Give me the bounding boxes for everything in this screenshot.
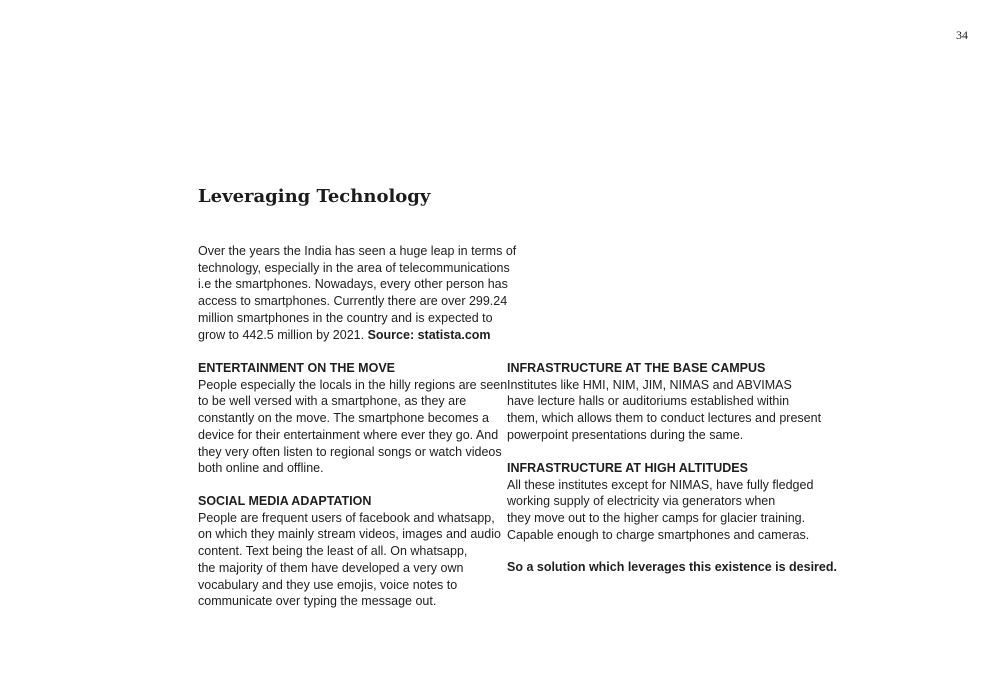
intro-line: technology, especially in the area of telecommunications [198,260,510,275]
entertainment-line: People especially the locals in the hilly regions are seen [198,377,508,392]
conclusion-text: So a solution which leverages this existence is desired. [507,560,837,574]
intro-line: access to smartphones. Currently there are over 299.24 [198,294,508,309]
base-campus-heading: INFRASTRUCTURE AT THE BASE CAMPUS [507,361,766,375]
social-media-section [198,493,501,610]
social-media-line: communicate over typing the message out. [198,594,437,609]
entertainment-line: constantly on the move. The smartphone becomes a [198,411,489,426]
high-altitudes-line: they move out to the higher camps for glacier training. [507,511,806,526]
intro-line: i.e the smartphones. Nowadays, every other person has [198,277,508,292]
social-media-line: on which they mainly stream videos, images and audio [198,527,501,542]
conclusion-statement [507,559,837,576]
page-number: 34 [956,28,968,42]
social-media-line: the majority of them have developed a very own [198,560,464,575]
social-media-line: vocabulary and they use emojis, voice notes to [198,577,458,592]
intro-line-last [198,327,498,344]
entertainment-heading: ENTERTAINMENT ON THE MOVE [198,361,395,375]
social-media-heading: SOCIAL MEDIA ADAPTATION [198,494,372,508]
page-title: Leveraging Technology [198,186,431,207]
entertainment-section [198,360,508,477]
entertainment-line: device for their entertainment where ever they go. And [198,427,499,442]
base-campus-line: powerpoint presentations during the same. [507,427,744,442]
high-altitudes-line: Capable enough to charge smartphones and cameras. [507,527,810,542]
entertainment-line: they very often listen to regional songs or watch videos [198,444,502,459]
intro-paragraph [198,243,517,343]
source-citation: Source: statista.com [367,327,491,342]
high-altitudes-line: All these institutes except for NIMAS, have fully fledged [507,477,814,492]
intro-line-text: grow to 442.5 million by 2021. [198,327,365,342]
base-campus-line: them, which allows them to conduct lectures and present [507,411,822,426]
intro-line: Over the years the India has seen a huge leap in terms of [198,244,517,258]
base-campus-line: Institutes like HMI, NIM, JIM, NIMAS and ABVIMAS [507,377,792,392]
social-media-line: People are frequent users of facebook and whatsapp, [198,510,495,525]
entertainment-line: to be well versed with a smartphone, as they are [198,394,467,409]
intro-line: million smartphones in the country and is expected to [198,310,493,325]
social-media-line: content. Text being the least of all. On whatsapp, [198,544,468,559]
entertainment-line: both online and offline. [198,461,324,476]
high-altitudes-section [507,460,814,544]
high-altitudes-heading: INFRASTRUCTURE AT HIGH ALTITUDES [507,461,748,475]
high-altitudes-line: working supply of electricity via generators when [507,494,776,509]
base-campus-section [507,360,822,444]
base-campus-line: have lecture halls or auditoriums established within [507,394,790,409]
